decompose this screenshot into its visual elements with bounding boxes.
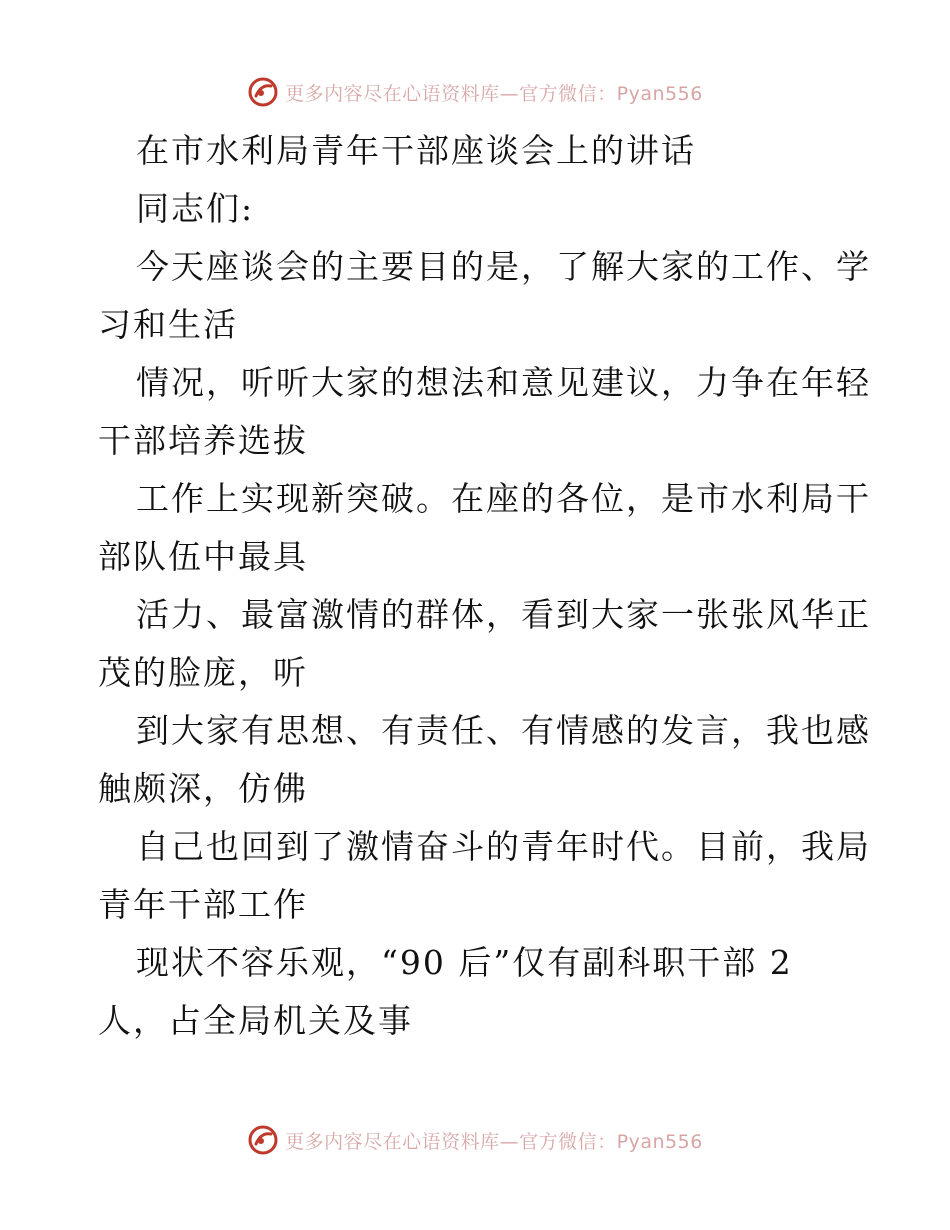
text-line: 人，占全局机关及事 [98,1001,413,1040]
red-swirl-logo-icon [247,76,279,108]
text-line: 工作上实现新突破。在座的各位，是市水利局干 [136,479,871,518]
text-line: 触颇深，仿佛 [98,769,308,808]
document-body [98,122,871,1050]
header-watermark [0,72,950,112]
text-line: 青年干部工作 [98,885,308,924]
text-line: 习和生活 [98,305,238,344]
text-line: 到大家有思想、有责任、有情感的发言，我也感 [136,711,871,750]
watermark-text: 更多内容尽在心语资料库—官方微信：Pyan556 [285,1130,703,1153]
footer-watermark [0,1120,950,1160]
text-line: 部队伍中最具 [98,537,308,576]
text-line: 茂的脸庞，听 [98,653,308,692]
text-line: 活力、最富激情的群体，看到大家一张张风华正 [136,595,871,634]
text-line: 自己也回到了激情奋斗的青年时代。目前，我局 [136,827,871,866]
text-line: 干部培养选拔 [98,421,308,460]
text-line: 现状不容乐观，“90 后”仅有副科职干部 2 [136,943,793,982]
text-line: 同志们: [136,189,255,228]
text-line: 情况，听听大家的想法和意见建议，力争在年轻 [136,363,871,402]
red-swirl-logo-icon [247,1124,279,1156]
text-line: 今天座谈会的主要目的是，了解大家的工作、学 [136,247,871,286]
text-line: 在市水利局青年干部座谈会上的讲话 [136,131,696,170]
watermark-text: 更多内容尽在心语资料库—官方微信：Pyan556 [285,82,703,105]
